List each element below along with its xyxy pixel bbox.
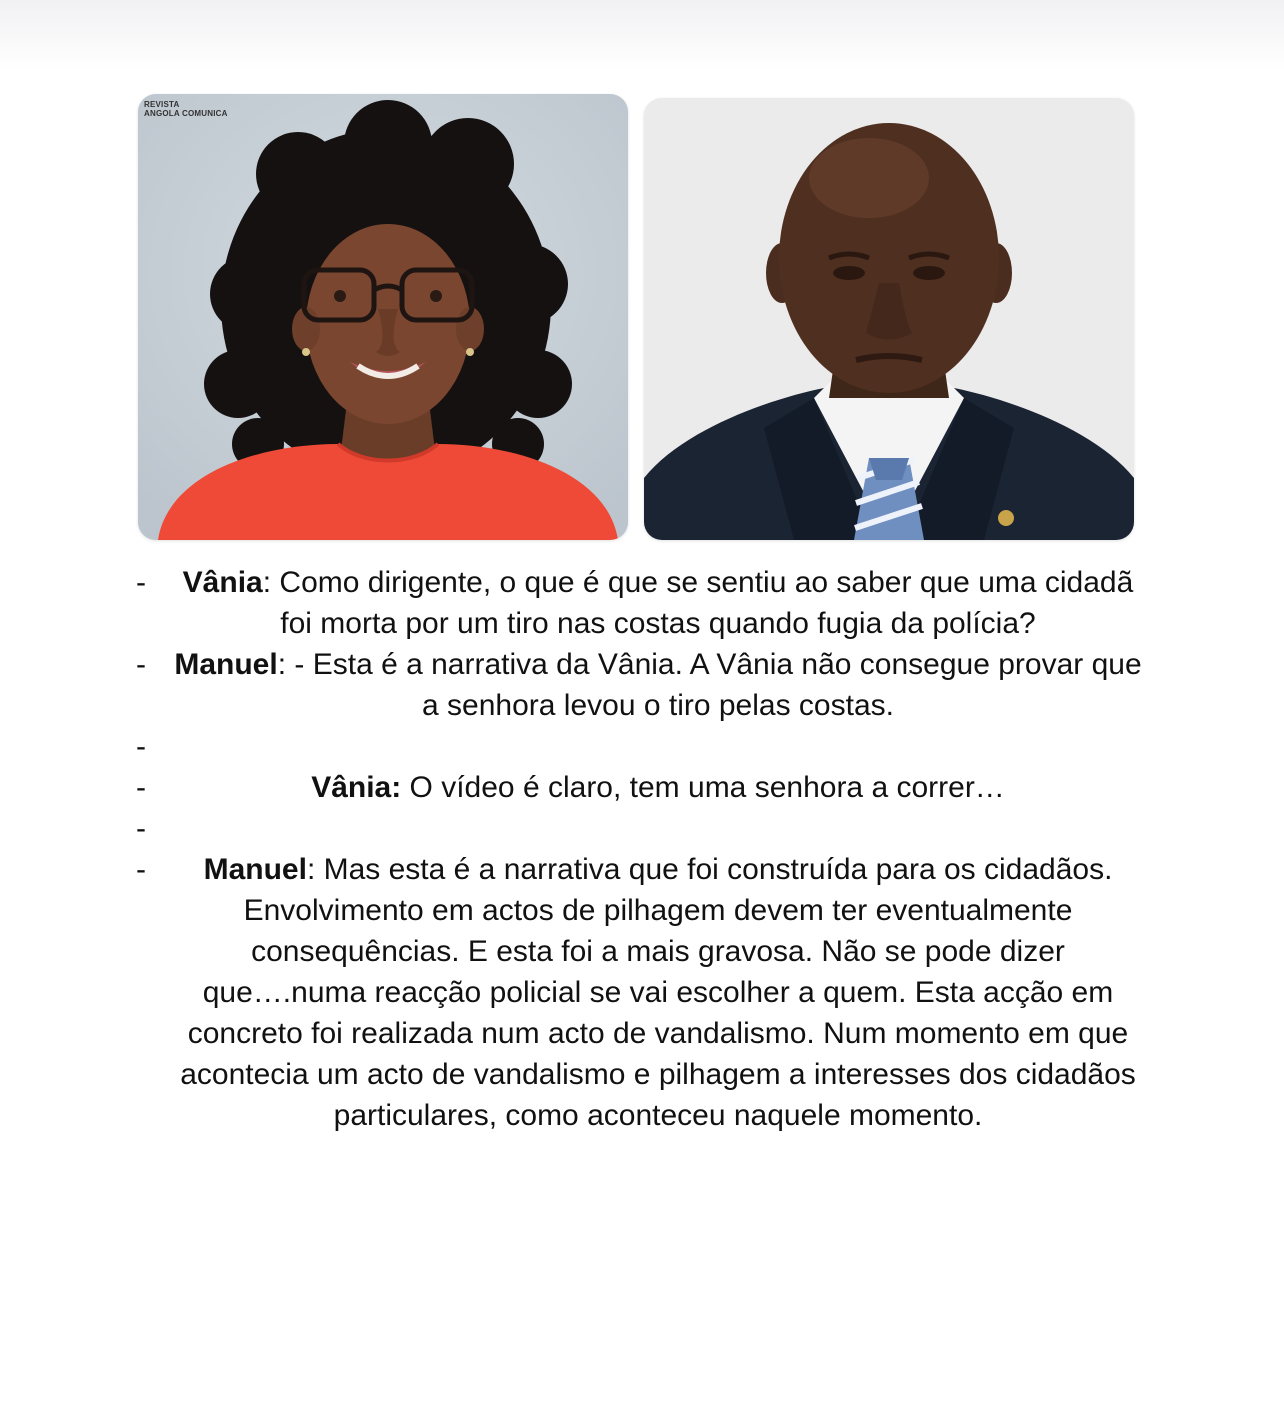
dialogue-text [166,562,1150,644]
speaker-separator: : [277,648,287,681]
dialogue-line-2 [130,644,1150,726]
photo-row [138,94,1134,540]
bullet-dash: - [136,771,146,804]
watermark-line-2: ANGOLA COMUNICA [144,109,228,118]
dialogue-line-1 [130,562,1150,644]
dialogue-line-6 [130,849,1150,1136]
speaker-separator: : [262,566,272,599]
speaker-separator: : [306,853,316,886]
dialogue-content: Como dirigente, o que é que se sentiu ao saber que uma cidadã foi morta por um tiro nas costas quando fugia da polícia? [271,566,1134,640]
dialogue-content: O vídeo é claro, tem uma senhora a correr… [401,771,1005,804]
bullet-dash: - [136,853,146,886]
speaker-name: Vânia [182,566,263,599]
speaker-name: Manuel [174,648,278,681]
dialogue-line-3 [130,726,1150,767]
interview-transcript [130,562,1150,1136]
bullet-dash: - [136,812,146,845]
dialogue-content: - Esta é a narrativa da Vânia. A Vânia não consegue provar que a senhora levou o tiro pelas costas. [286,648,1142,722]
photo-manuel [644,98,1134,540]
dialogue-text [166,767,1150,808]
speaker-name: Manuel [203,853,307,886]
dialogue-line-4 [130,767,1150,808]
bullet-dash: - [136,730,146,763]
watermark-line-1: REVISTA [144,100,180,109]
bullet-dash: - [136,566,146,599]
speaker-name: Vânia: [311,771,402,804]
portrait-man-illustration [644,98,1134,540]
dialogue-text [166,644,1150,726]
dialogue-line-5 [130,808,1150,849]
dialogue-text [166,849,1150,1136]
top-shade [0,0,1284,70]
bullet-dash: - [136,648,146,681]
photo-vania [138,94,628,540]
dialogue-content: Mas esta é a narrativa que foi construída para os cidadãos. Envolvimento em actos de pilhagem devem ter eventualmente consequências. E esta foi a mais gravosa. Não se pode dizer que….numa reacção policial se vai escolher a quem. Esta acção em concreto foi realizada num acto de vandalismo. Num momento em que acontecia um acto de vandalismo e pilhagem a interesses dos cidadãos particulares, como aconteceu naquele momento. [180,853,1136,1132]
watermark-logo [144,100,228,118]
portrait-woman-illustration [138,94,628,540]
